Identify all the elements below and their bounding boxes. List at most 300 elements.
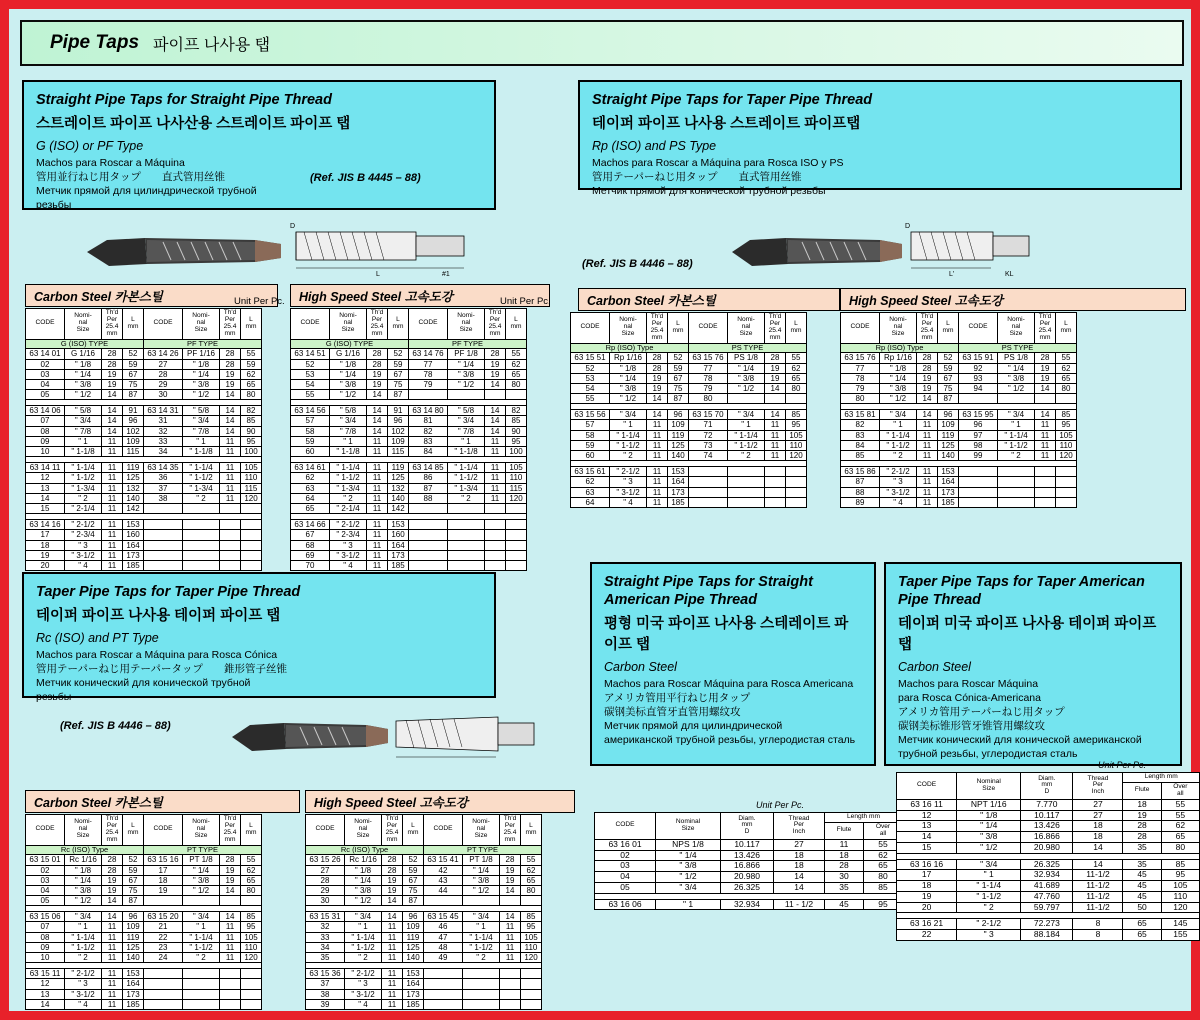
cell-nominal-size: " 1/4 xyxy=(656,850,721,861)
cell-diameter: 88.184 xyxy=(1021,930,1073,941)
cell-code-right xyxy=(144,896,183,906)
table-row xyxy=(841,451,1077,461)
cell-size-left: " 1/8 xyxy=(880,363,917,373)
svg-text:D: D xyxy=(290,223,296,230)
column-header: CODE xyxy=(144,815,183,846)
cell-thd-left: 11 xyxy=(102,473,123,483)
cell-code: 02 xyxy=(595,850,656,861)
border-left xyxy=(0,0,9,1020)
cell-code-right xyxy=(959,467,998,477)
cell-thd-left: 11 xyxy=(367,463,388,473)
cell-thd-left: 11 xyxy=(102,463,123,473)
column-header: CODE xyxy=(841,313,880,344)
cell-code-right: 63 14 35 xyxy=(144,463,183,473)
cell-size-right: " 1-1/8 xyxy=(183,447,220,457)
table-row xyxy=(897,859,1200,870)
cell-length-right: 82 xyxy=(241,406,262,416)
cell-flute-length: 45 xyxy=(1123,881,1161,892)
cell-code-right: 38 xyxy=(144,493,183,503)
cell-size-left: " 3-1/2 xyxy=(345,989,382,999)
table-row xyxy=(897,891,1200,902)
cell-thd-right xyxy=(485,560,506,570)
table-row xyxy=(26,447,262,457)
cell-length-right: 95 xyxy=(241,922,262,932)
type-header-right: PT TYPE xyxy=(424,845,542,855)
cell-thd-right: 14 xyxy=(500,885,521,895)
cell-length-left: 153 xyxy=(403,969,424,979)
cell-size-right xyxy=(448,560,485,570)
cell-length-right xyxy=(786,477,807,487)
table-row xyxy=(306,922,542,932)
svg-text:L: L xyxy=(376,271,380,278)
cell-size-left: " 2 xyxy=(330,493,367,503)
table-row xyxy=(291,493,527,503)
cell-length-left: 96 xyxy=(938,410,959,420)
cell-flute-length: 35 xyxy=(1123,842,1161,853)
cell-length-right: 82 xyxy=(506,406,527,416)
table-row xyxy=(595,850,903,861)
cell-thd-right xyxy=(1035,477,1056,487)
type-header-left: Rc (ISO) Type xyxy=(26,845,144,855)
cell-thd-right: 11 xyxy=(220,922,241,932)
cell-length-right: 62 xyxy=(1056,363,1077,373)
cell-thd-left: 11 xyxy=(102,483,123,493)
cell-code-right: 82 xyxy=(409,426,448,436)
cell-length-right: 80 xyxy=(506,379,527,389)
cell-length-left: 125 xyxy=(403,942,424,952)
cell-thd-left: 11 xyxy=(102,493,123,503)
cell-thd-left: 28 xyxy=(102,359,123,369)
section5-line-2: アメリカ管用テーパーねじ用タップ xyxy=(898,705,1065,718)
column-header: Th'd Per 25.4 mm xyxy=(382,815,403,846)
cell-code-left: 14 xyxy=(26,999,65,1009)
cell-code-right xyxy=(409,503,448,513)
cell-flute-length: 28 xyxy=(825,861,864,872)
cell-length-left: 164 xyxy=(938,477,959,487)
cell-length-left: 96 xyxy=(123,912,144,922)
cell-code-left: 34 xyxy=(306,942,345,952)
cell-size-right xyxy=(183,503,220,513)
cell-length-left: 75 xyxy=(388,379,409,389)
cell-length-right xyxy=(506,390,527,400)
cell-thd-right xyxy=(485,540,506,550)
cell-code-left: 63 15 76 xyxy=(841,353,880,363)
section5-line-5: трубной резьбы, углеродистая сталь xyxy=(898,747,1078,760)
column-header: Over all xyxy=(1161,782,1199,799)
cell-code-left: 17 xyxy=(26,530,65,540)
cell-thd-left: 14 xyxy=(102,896,123,906)
table-row xyxy=(897,821,1200,832)
cell-size-left: " 1-1/2 xyxy=(65,473,102,483)
cell-code-right xyxy=(689,467,728,477)
cell-thd-right: 28 xyxy=(220,855,241,865)
cell-thd-left: 28 xyxy=(382,865,403,875)
cell-code-left: 54 xyxy=(291,379,330,389)
cell-size-left: " 4 xyxy=(880,497,917,507)
cell-length-left: 87 xyxy=(668,394,689,404)
cell-size-left: " 3/4 xyxy=(880,410,917,420)
table-row xyxy=(26,520,262,530)
cell-length-right: 120 xyxy=(1056,451,1077,461)
cell-flute-length: 65 xyxy=(1123,930,1161,941)
section5-title-kr: 테이퍼 미국 파이프 나사용 테이퍼 파이프 탭 xyxy=(898,616,1157,654)
cell-diameter: 16.866 xyxy=(721,861,774,872)
column-header: Nomi- nal Size xyxy=(448,309,485,340)
cell-length-left: 75 xyxy=(403,885,424,895)
cell-size-right xyxy=(728,497,765,507)
cell-code-left: 55 xyxy=(571,394,610,404)
cell-code-left: 04 xyxy=(26,885,65,895)
cell-code-right: 87 xyxy=(409,483,448,493)
section4-title-kr: 평형 미국 파이프 나사용 스테레이트 파이프 탭 xyxy=(604,616,849,654)
table-row xyxy=(291,349,527,359)
column-header: Nomi- nal Size xyxy=(610,313,647,344)
cell-size-left: " 1/4 xyxy=(65,369,102,379)
cell-size-left: " 1/8 xyxy=(345,865,382,875)
cell-size-left: " 2-3/4 xyxy=(330,530,367,540)
cell-code-right: 63 15 95 xyxy=(959,410,998,420)
table-row xyxy=(841,430,1077,440)
cell-code-right: 97 xyxy=(959,430,998,440)
s2-hss-label: High Speed Steel 고속도강 xyxy=(849,293,1003,308)
cell-length-left: 109 xyxy=(403,922,424,932)
cell-code-left: 63 15 86 xyxy=(841,467,880,477)
cell-code-right: 33 xyxy=(144,436,183,446)
column-header: Thread Per Inch xyxy=(774,813,825,840)
cell-thd-left: 11 xyxy=(647,451,668,461)
cell-overall-length: 55 xyxy=(1161,810,1199,821)
cell-size-left: " 1/8 xyxy=(610,363,647,373)
cell-code-left: 05 xyxy=(26,390,65,400)
table-row xyxy=(26,560,262,570)
cell-size-left: " 2-1/2 xyxy=(345,969,382,979)
type-header-right: PT TYPE xyxy=(144,845,262,855)
cell-threads-per-inch: 18 xyxy=(1073,832,1123,843)
cell-size-right: " 7/8 xyxy=(448,426,485,436)
cell-diameter: 26.325 xyxy=(721,882,774,893)
section5-heading xyxy=(884,562,1182,766)
cell-thd-left: 11 xyxy=(382,942,403,952)
type-header-right: PF TYPE xyxy=(144,339,262,349)
cell-size-right: " 1-1/2 xyxy=(998,440,1035,450)
american-spec-table xyxy=(594,812,903,910)
cell-thd-left: 11 xyxy=(367,520,388,530)
cell-length-right: 95 xyxy=(786,420,807,430)
cell-code-left: 63 15 31 xyxy=(306,912,345,922)
cell-code-right: 17 xyxy=(144,865,183,875)
table-row xyxy=(897,881,1200,892)
cell-size-left: Rc 1/16 xyxy=(65,855,102,865)
cell-size-left: " 2 xyxy=(610,451,647,461)
section1-type: G (ISO) or PF Type xyxy=(36,139,144,154)
cell-code-right: 63 15 70 xyxy=(689,410,728,420)
cell-code-right xyxy=(689,487,728,497)
table-row xyxy=(841,353,1077,363)
section3-type: Rc (ISO) and PT Type xyxy=(36,631,159,646)
s5-table-wrap xyxy=(896,772,1200,941)
cell-size-right xyxy=(183,979,220,989)
table-row xyxy=(306,989,542,999)
cell-thd-left: 11 xyxy=(102,447,123,457)
type-header-left: G (ISO) TYPE xyxy=(291,339,409,349)
cell-length-left: 153 xyxy=(938,467,959,477)
cell-length-left: 185 xyxy=(123,560,144,570)
cell-code: 63 16 16 xyxy=(897,859,957,870)
cell-flute-length: 45 xyxy=(1123,870,1161,881)
section3-heading xyxy=(22,572,496,703)
table-row xyxy=(26,530,262,540)
cell-thd-right: 11 xyxy=(485,493,506,503)
column-header: Th'd Per 25.4 mm xyxy=(102,309,123,340)
cell-thd-right: 14 xyxy=(1035,383,1056,393)
cell-thd-left: 14 xyxy=(367,426,388,436)
cell-code: 03 xyxy=(595,861,656,872)
cell-code-left: 33 xyxy=(306,932,345,942)
cell-size-left: " 5/8 xyxy=(65,406,102,416)
cell-length-right: 85 xyxy=(241,416,262,426)
cell-size-left: " 4 xyxy=(65,560,102,570)
cell-size-left: " 3/8 xyxy=(345,885,382,895)
cell-size-right: " 1-1/4 xyxy=(463,932,500,942)
cell-size-right: " 1/2 xyxy=(183,885,220,895)
cell-thd-right xyxy=(485,550,506,560)
cell-code-right: 22 xyxy=(144,932,183,942)
svg-text:KL: KL xyxy=(1005,271,1014,278)
cell-thd-right: 11 xyxy=(1035,420,1056,430)
cell-thd-left: 14 xyxy=(367,406,388,416)
cell-size-left: " 7/8 xyxy=(65,426,102,436)
cell-code-right: 94 xyxy=(959,383,998,393)
cell-flute-length: 65 xyxy=(1123,919,1161,930)
cell-code-left: 52 xyxy=(291,359,330,369)
column-header: CODE xyxy=(424,815,463,846)
cell-code-left: 63 14 61 xyxy=(291,463,330,473)
border-bottom xyxy=(0,1011,1200,1020)
cell-size-left: " 3-1/2 xyxy=(610,487,647,497)
cell-thd-right: 11 xyxy=(220,493,241,503)
cell-size-left: " 3/4 xyxy=(330,416,367,426)
cell-thd-right xyxy=(500,989,521,999)
cell-thd-right: 19 xyxy=(1035,373,1056,383)
column-header: Nomi- nal Size xyxy=(65,309,102,340)
cell-length-right xyxy=(786,487,807,497)
cell-length-right: 55 xyxy=(241,855,262,865)
section4-type: Carbon Steel xyxy=(604,660,677,675)
cell-length-right: 110 xyxy=(521,942,542,952)
cell-thd-left: 11 xyxy=(367,530,388,540)
cell-code-right: 86 xyxy=(409,473,448,483)
cell-thd-right: 28 xyxy=(1035,353,1056,363)
cell-code-right: 78 xyxy=(689,373,728,383)
cell-code-left: 59 xyxy=(291,436,330,446)
cell-diameter: 26.325 xyxy=(1021,859,1073,870)
cell-length-left: 91 xyxy=(388,406,409,416)
cell-length-left: 87 xyxy=(123,896,144,906)
cell-threads-per-inch: 8 xyxy=(1073,930,1123,941)
cell-thd-right: 11 xyxy=(220,436,241,446)
column-header: Th'd Per 25.4 mm xyxy=(367,309,388,340)
cell-size-left: " 1-1/4 xyxy=(330,463,367,473)
svg-text:L': L' xyxy=(949,271,955,278)
cell-length-right: 105 xyxy=(241,463,262,473)
svg-text:#1: #1 xyxy=(442,271,450,278)
cell-size-right xyxy=(183,520,220,530)
cell-flute-length: 45 xyxy=(1123,891,1161,902)
table-row xyxy=(26,942,262,952)
cell-thd-left: 11 xyxy=(647,420,668,430)
cell-size-left: " 1 xyxy=(610,420,647,430)
column-header: CODE xyxy=(409,309,448,340)
cell-size-left: " 3/8 xyxy=(880,383,917,393)
cell-size-left: " 1/4 xyxy=(880,373,917,383)
column-header: Over all xyxy=(864,822,903,839)
cell-size-right xyxy=(448,530,485,540)
table-row xyxy=(291,426,527,436)
cell-length-left: 132 xyxy=(388,483,409,493)
cell-code-left: 12 xyxy=(26,473,65,483)
table-row xyxy=(306,969,542,979)
cell-thd-right: 11 xyxy=(485,483,506,493)
table-row xyxy=(291,540,527,550)
cell-size-right: " 3/4 xyxy=(998,410,1035,420)
cell-code-right: 72 xyxy=(689,430,728,440)
cell-thd-right: 14 xyxy=(220,406,241,416)
cell-length-left: 75 xyxy=(123,379,144,389)
table-row xyxy=(571,467,807,477)
cell-thd-left: 28 xyxy=(102,855,123,865)
cell-length-left: 140 xyxy=(403,953,424,963)
cell-thd-right xyxy=(220,550,241,560)
cell-length-left: 160 xyxy=(388,530,409,540)
cell-thd-left: 14 xyxy=(367,390,388,400)
cell-code-right: 80 xyxy=(689,394,728,404)
cell-thd-right xyxy=(500,999,521,1009)
cell-thd-left: 11 xyxy=(382,989,403,999)
table-row xyxy=(291,550,527,560)
cell-size-right: PF 1/16 xyxy=(183,349,220,359)
section2-ref: (Ref. JIS B 4446 – 88) xyxy=(582,258,693,270)
cell-length-left: 52 xyxy=(403,855,424,865)
cell-length-right xyxy=(521,989,542,999)
cell-size-right: " 1 xyxy=(448,436,485,446)
cell-code-left: 70 xyxy=(291,560,330,570)
s3-carbon-label: Carbon Steel 카본스틸 xyxy=(34,795,163,810)
cell-length-right xyxy=(241,540,262,550)
cell-thd-right: 11 xyxy=(765,430,786,440)
cell-size-left: " 3/4 xyxy=(65,416,102,426)
table-row xyxy=(897,799,1200,810)
cell-code-left: 20 xyxy=(26,560,65,570)
table-row xyxy=(571,477,807,487)
cell-size-left: " 2-3/4 xyxy=(65,530,102,540)
cell-length-right xyxy=(506,550,527,560)
cell-diameter: 13.426 xyxy=(721,850,774,861)
cell-code-right: 77 xyxy=(409,359,448,369)
cell-size-left: Rc 1/16 xyxy=(345,855,382,865)
column-header: Nominal Size xyxy=(957,773,1021,800)
cell-thd-left: 11 xyxy=(102,503,123,513)
cell-size-right xyxy=(448,540,485,550)
cell-length-left: 125 xyxy=(668,440,689,450)
cell-length-left: 164 xyxy=(668,477,689,487)
cell-size-left: " 1-1/4 xyxy=(610,430,647,440)
table-row xyxy=(571,420,807,430)
cell-thd-left: 14 xyxy=(382,912,403,922)
cell-threads-per-inch: 18 xyxy=(774,861,825,872)
cell-size-right xyxy=(998,487,1035,497)
cell-length-right: 65 xyxy=(241,379,262,389)
cell-overall-length: 105 xyxy=(1161,881,1199,892)
tap-illustration-3 xyxy=(230,705,390,765)
cell-thd-left: 19 xyxy=(917,383,938,393)
cell-size-right: " 1-1/4 xyxy=(183,932,220,942)
cell-code-right: 36 xyxy=(144,473,183,483)
cell-length-right xyxy=(786,394,807,404)
cell-length-right xyxy=(241,969,262,979)
cell-code-left: 02 xyxy=(26,359,65,369)
cell-length-left: 52 xyxy=(938,353,959,363)
column-header: CODE xyxy=(959,313,998,344)
cell-size-left: " 3 xyxy=(345,979,382,989)
cell-threads-per-inch: 11-1/2 xyxy=(1073,891,1123,902)
tap-diagram-1 xyxy=(290,218,478,280)
cell-size-left: " 1/8 xyxy=(65,359,102,369)
cell-size-right: " 1-1/2 xyxy=(183,942,220,952)
cell-threads-per-inch: 18 xyxy=(774,850,825,861)
cell-length-right: 65 xyxy=(506,369,527,379)
cell-thd-right: 14 xyxy=(485,426,506,436)
table-row xyxy=(26,369,262,379)
cell-size-left: " 2-1/2 xyxy=(65,969,102,979)
border-top xyxy=(0,0,1200,9)
cell-code-right: 37 xyxy=(144,483,183,493)
table-row xyxy=(841,487,1077,497)
s3-hss-table-wrap xyxy=(305,814,542,1010)
column-header: Flute xyxy=(1123,782,1161,799)
cell-code-right: 19 xyxy=(144,885,183,895)
column-header: Th'd Per 25.4 mm xyxy=(220,309,241,340)
table-row xyxy=(571,497,807,507)
cell-size-right: " 3/8 xyxy=(998,373,1035,383)
cell-size-right: PS 1/8 xyxy=(998,353,1035,363)
cell-thd-right: 14 xyxy=(485,379,506,389)
cell-length-right: 55 xyxy=(786,353,807,363)
cell-size-right: " 1-1/4 xyxy=(448,463,485,473)
cell-code-left: 10 xyxy=(26,447,65,457)
cell-size-left: " 1-1/2 xyxy=(65,942,102,952)
table-row xyxy=(841,497,1077,507)
cell-length-left: 125 xyxy=(123,942,144,952)
cell-length-left: 164 xyxy=(388,540,409,550)
cell-size-left: " 3 xyxy=(65,979,102,989)
cell-thd-right: 19 xyxy=(485,359,506,369)
cell-thd-left: 11 xyxy=(382,953,403,963)
cell-thd-left: 11 xyxy=(102,979,123,989)
cell-thd-right: 11 xyxy=(485,463,506,473)
cell-threads-per-inch: 27 xyxy=(774,839,825,850)
cell-size-left: G 1/16 xyxy=(330,349,367,359)
section4-heading xyxy=(590,562,876,766)
cell-code-right: 63 15 76 xyxy=(689,353,728,363)
cell-code-right: 73 xyxy=(689,440,728,450)
cell-length-left: 109 xyxy=(123,436,144,446)
cell-code-left: 57 xyxy=(291,416,330,426)
cell-nominal-size: " 1/2 xyxy=(957,842,1021,853)
cell-nominal-size: " 2 xyxy=(957,902,1021,913)
cell-size-right: " 1-1/4 xyxy=(183,463,220,473)
cell-size-left: " 7/8 xyxy=(330,426,367,436)
cell-size-right: " 1/4 xyxy=(728,363,765,373)
